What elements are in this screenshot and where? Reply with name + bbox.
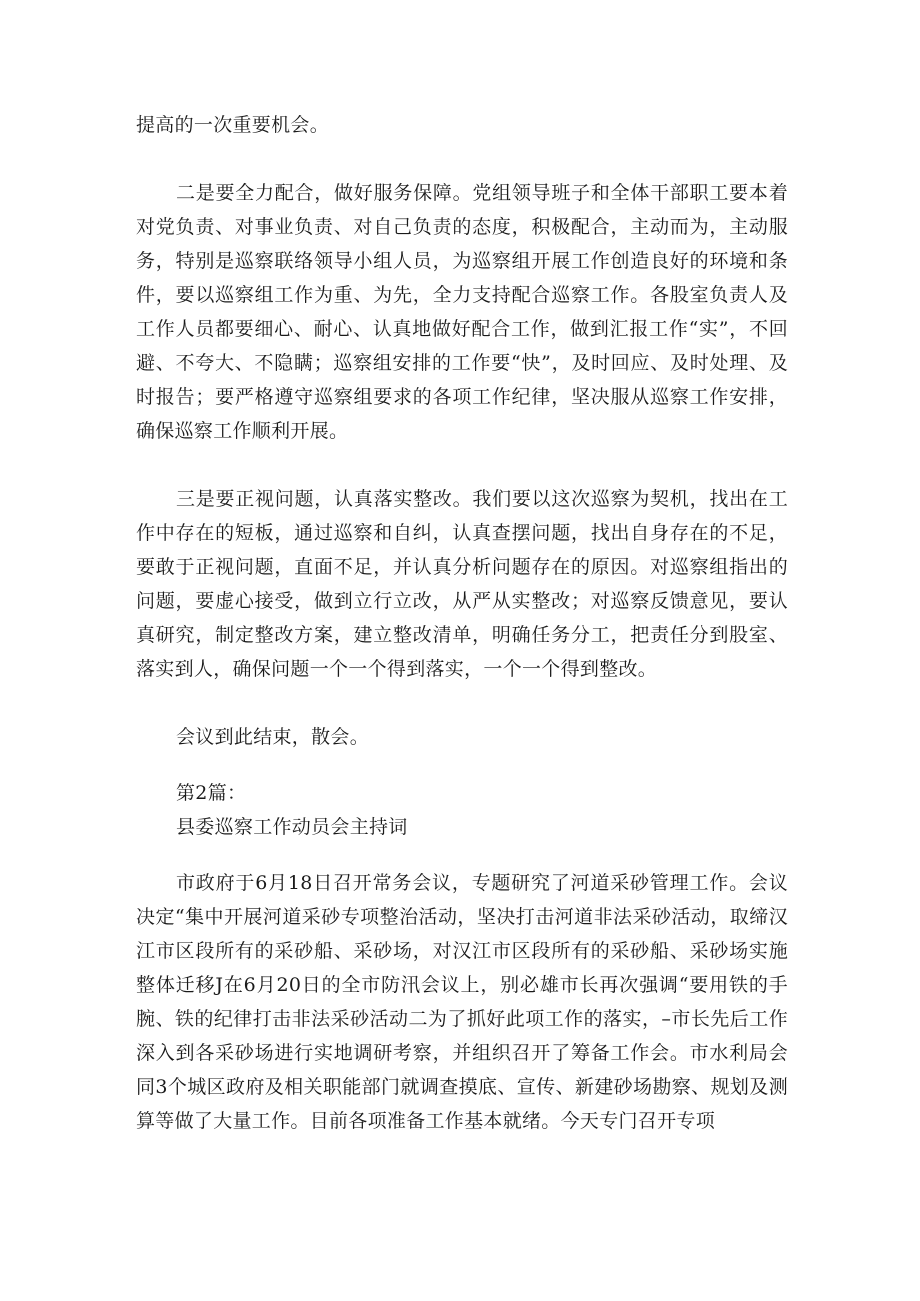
- section-title: 县委巡察工作动员会主持词: [176, 816, 408, 838]
- paragraph-second-point: 二是要全力配合，做好服务保障。党组领导班子和全体干部职工要本着对党负责、对事业负责、对自己负责的态度，积极配合，主动而为，主动服务，特别是巡察联络领导小组人员，为巡察组开展工作创造良好的环境和条件，要以巡察组工作为重、为先，全力支持配合巡察工作。各股室负责人及工作人员都要细心、耐心、认真地做好配合工作，做到汇报工作“实”，不回避、不夸大、不隐瞒；巡察组安排的工作要“快”，及时回应、及时处理、及时报告；要严格遵守巡察组要求的各项工作纪律，坚决服从巡察工作安排，确保巡察工作顺利开展。: [136, 182, 788, 442]
- paragraph-gap: [136, 686, 788, 720]
- paragraph-intro-tail: 提高的一次重要机会。: [136, 114, 330, 136]
- section-label: 第2篇：: [176, 782, 247, 804]
- paragraph-gap: [136, 754, 788, 776]
- paragraph-gap: [136, 448, 788, 482]
- paragraph-third-point: 三是要正视问题，认真落实整改。我们要以这次巡察为契机，找出在工作中存在的短板，通过巡察和自纠，认真查摆问题，找出自身存在的不足，要敢于正视问题，直面不足，并认真分析问题存在的原因。对巡察组指出的问题，要虚心接受，做到立行立改，从严从实整改；对巡察反馈意见，要认真研究，制定整改方案，建立整改清单，明确任务分工，把责任分到股室、落实到人，确保问题一个一个得到落实，一个一个得到整改。: [136, 488, 788, 680]
- paragraph-gap: [136, 142, 788, 176]
- paragraph-gap: [136, 844, 788, 866]
- paragraph-fourth: 市政府于6月18日召开常务会议，专题研究了河道采砂管理工作。会议决定“集中开展河道采砂专项整治活动，坚决打击河道非法采砂活动，取缔汉江市区段所有的采砂船、采砂场，对汉江市区段所有的采砂船、采砂场实施整体迁移J在6月20日的全市防汛会议上，别必雄市长再次强调“要用铁的手腕、铁的纪律打击非法采砂活动二为了抓好此项工作的落实，–市长先后工作深入到各采砂场进行实地调研考察，并组织召开了筹备工作会。市水利局会同3个城区政府及相关职能部门就调查摸底、宣传、新建砂场勘察、规划及测算等做了大量工作。目前各项准备工作基本就绪。今天专门召开专项: [136, 872, 788, 1132]
- paragraph-closing: 会议到此结束，散会。: [176, 726, 370, 748]
- document-page: [136, 108, 788, 1138]
